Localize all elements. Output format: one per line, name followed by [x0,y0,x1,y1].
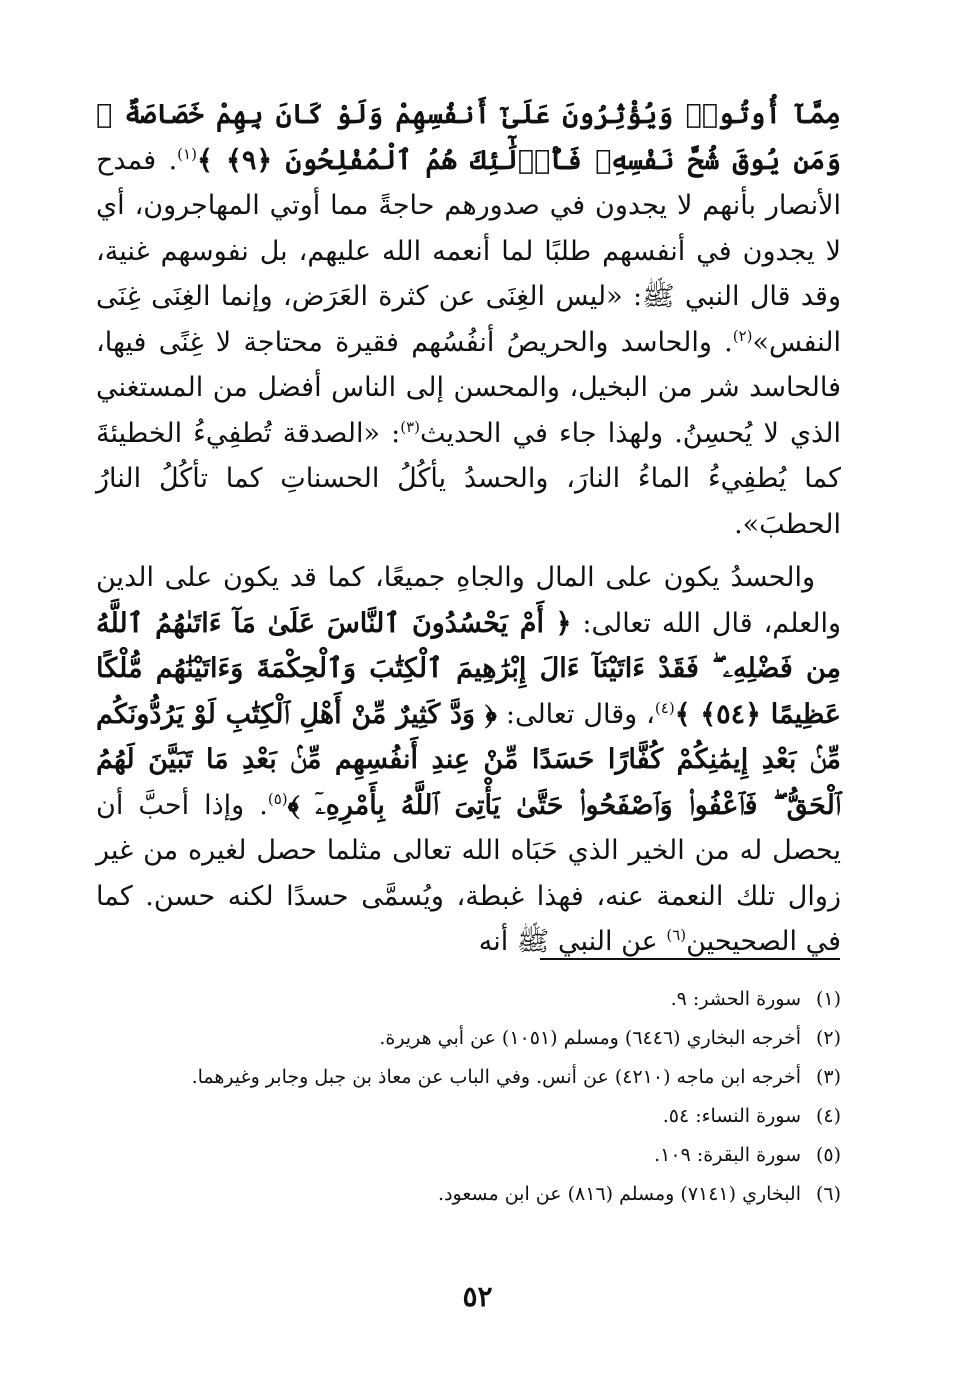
paragraph-text: ، وقال تعالى: [505,698,655,730]
footnote-ref: (٤) [654,698,675,717]
footnote-item [96,1062,841,1092]
footnote-ref: (١) [177,144,197,163]
footnote-text: أخرجه ابن ماجه (٤٢١٠) عن أنس. وفي الباب عن معاذ بن جبل وجابر وغيرهما. [191,1066,801,1088]
footnote-text: أخرجه البخاري (٦٤٤٦) ومسلم (١٠٥١) عن أبي هريرة. [379,1027,801,1049]
footnote-number: (٦) [815,1183,841,1205]
paragraph-text: . والحاسد والحريصُ أنفُسُهم فقيرة محتاجة لا غِنًى فيها، فالحاسد شر من البخيل، والمحسن إلى الناس أفضل من المستغني الذي لا يُحسِنُ. ولهذا جاء في الحديث [96,326,841,449]
paragraph-text: : «الصدقة تُطفِيءُ الخطيئةَ كما يُطفِيءُ الماءُ النارَ، والحسدُ يأكُلُ الحسناتِ كما تأكُلُ النارُ الحطبَ». [96,417,841,540]
footnote-text: البخاري (٧١٤١) ومسلم (٨١٦) عن ابن مسعود. [438,1183,801,1205]
footnote-ref: (٦) [666,926,687,944]
main-text [96,92,841,965]
paragraph-text: . فمدح الأنصار بأنهم لا يجدون في صدورهم حاجةً مما أوتي المهاجرون، أي لا يجدون في أنفسهم طلبًا لما أنعمه الله عليهم، بل نفوسهم غنية، وقد قال النبي ﷺ: «ليس الغِنَى عن كثرة العَرَض، وإنما الغِنَى غِنَى النفس» [96,144,841,358]
footnote-ref: (٥) [267,789,288,808]
footnote-item [96,1023,841,1053]
quran-verse: ﴿ وَدَّ كَثِيرٌ مِّنْ أَهْلِ ٱلْكِتَٰبِ لَوْ يَرُدُّونَكُم مِّنۢ بَعْدِ إِيمَٰنِكُمْ كُفَّارًا حَسَدًا مِّنْ عِندِ أَنفُسِهِم مِّنۢ بَعْدِ مَا تَبَيَّنَ لَهُمُ ٱلْحَقُّ ۖ فَٱعْفُوا۟ وَٱصْفَحُوا۟ حَتَّىٰ يَأْتِىَ ٱللَّهُ بِأَمْرِهِۦٓ ﴾ [96,698,841,821]
footnote-divider [540,958,840,960]
page-body [96,92,841,965]
paragraph-2 [96,555,841,965]
footnote-ref: (٢) [732,326,753,345]
page-number: ٥٢ [462,1280,493,1313]
footnotes [96,984,841,1218]
footnote-number: (٢) [815,1027,841,1049]
footnote-text: سورة الحشر: ٩. [670,988,801,1010]
footnote-item [96,1179,841,1209]
footnote-number: (١) [815,988,841,1010]
footnote-number: (٤) [815,1105,841,1127]
footnote-text: سورة النساء: ٥٤. [662,1105,801,1127]
footnote-number: (٣) [815,1066,841,1088]
footnote-text: سورة البقرة: ١٠٩. [654,1144,801,1166]
quran-verse: ﴿ أَمْ يَحْسُدُونَ ٱلنَّاسَ عَلَىٰ مَآ ءَاتَىٰهُمُ ٱللَّهُ مِن فَضْلِهِۦ ۖ فَقَدْ ءَاتَيْنَآ ءَالَ إِبْرَٰهِيمَ ٱلْكِتَٰبَ وَٱلْحِكْمَةَ وَءَاتَيْنَٰهُم مُّلْكًا عَظِيمًا ﴿٥٤﴾ ﴾ [96,607,841,730]
footnote-number: (٥) [815,1144,841,1166]
paragraph-1 [96,92,841,547]
footnote-item [96,984,841,1014]
paragraph-text: عن النبي ﷺ أنه [478,926,667,957]
paragraph-text: والحسدُ يكون على المال والجاهِ جميعًا، كما قد يكون على الدين والعلم، قال الله تعالى: [96,562,841,639]
paragraph-text: . وإذا أحبَّ أن يحصل له من الخير الذي حَبَاه الله تعالى مثلما حصل لغيره من غير زوال تلك النعمة عنه، فهذا غبطة، ويُسمَّى حسدًا لكنه حسن. كما في الصحيحين [96,789,841,957]
footnote-item [96,1140,841,1170]
footnote-ref: (٣) [400,417,421,436]
quran-verse: مِمَّآ أُوتُوا۟ وَيُؤْثِرُونَ عَلَىٰٓ أَنفُسِهِمْ وَلَوْ كَانَ بِهِمْ خَصَاصَةٌ ۚ وَمَن يُوقَ شُحَّ نَفْسِهِۦ فَأُو۟لَٰٓئِكَ هُمُ ٱلْمُفْلِحُونَ ﴿٩﴾ ﴾ [96,99,841,176]
footnote-item [96,1101,841,1131]
